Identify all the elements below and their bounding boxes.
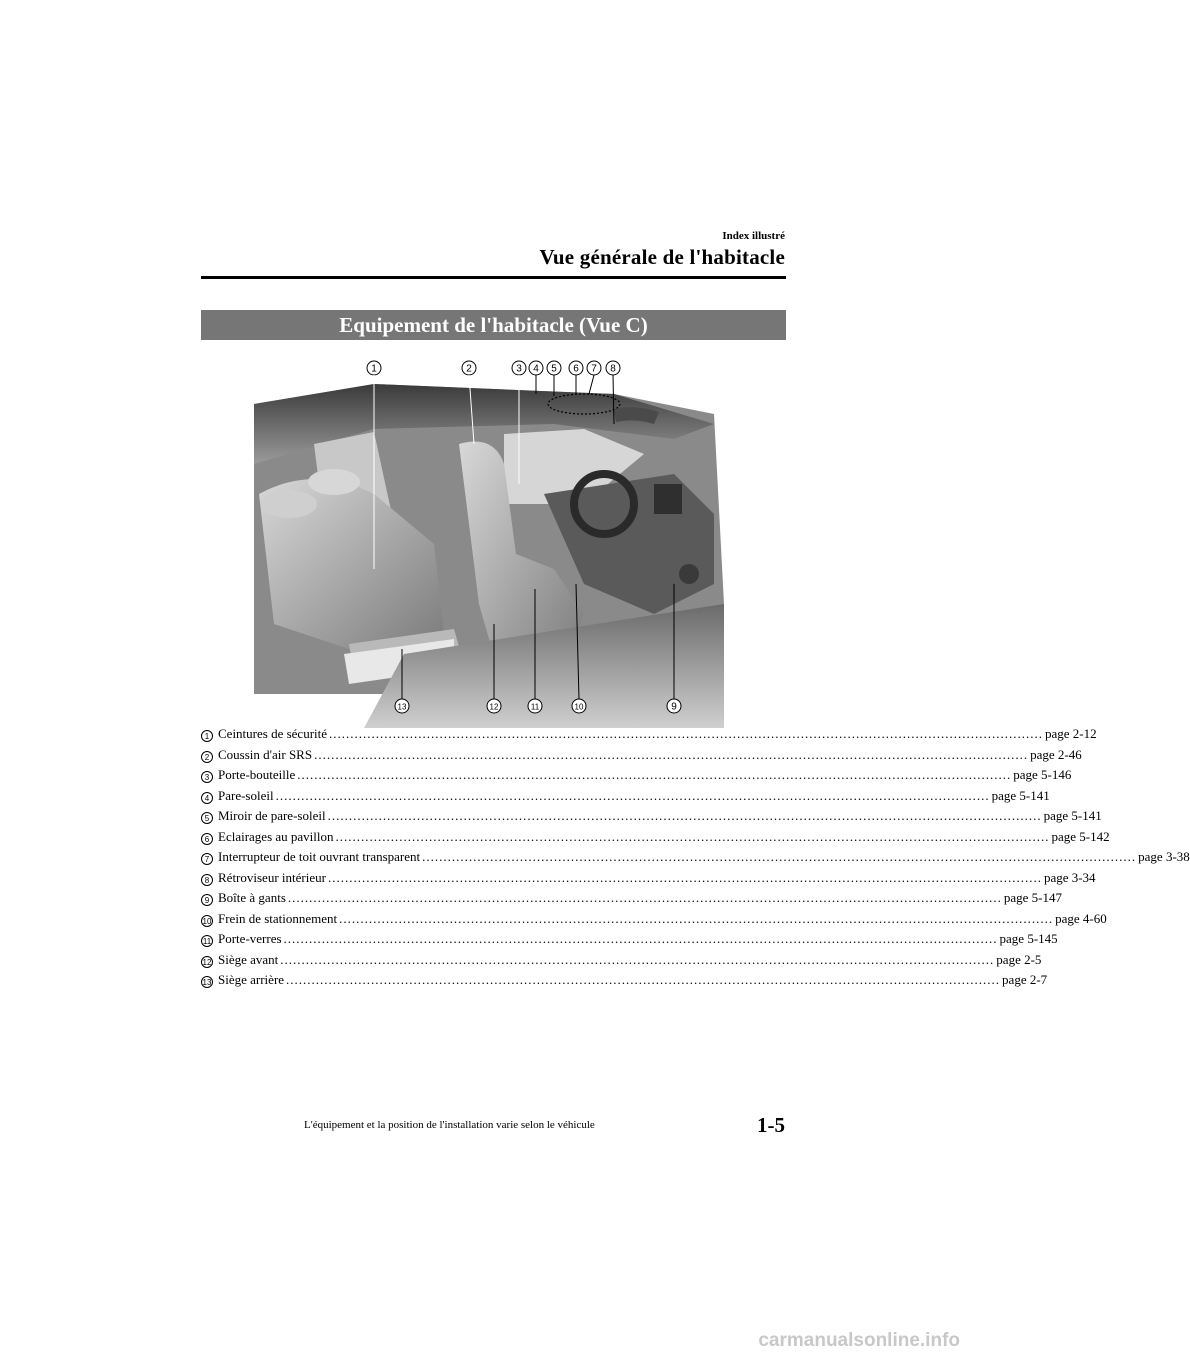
list-item: 13 Siège arrière ........................................................................................................................................................................ page 2-7 <box>201 970 786 991</box>
list-item: 1 Ceintures de sécurité ........................................................................................................................................................................ page 2-12 <box>201 724 786 745</box>
svg-text:2: 2 <box>466 363 472 375</box>
item-number: 3 <box>201 771 213 783</box>
svg-text:7: 7 <box>591 363 597 375</box>
item-label: Frein de stationnement <box>218 910 338 926</box>
page-number: 1-5 <box>757 1113 785 1137</box>
svg-text:11: 11 <box>530 702 540 712</box>
list-item: 2 Coussin d'air SRS ........................................................................................................................................................................ page 2-46 <box>201 745 786 766</box>
item-label: Boîte à gants <box>218 890 286 905</box>
item-label: Siège arrière <box>218 972 285 987</box>
item-number: 13 <box>202 978 212 987</box>
svg-text:13: 13 <box>397 702 407 712</box>
svg-text:1: 1 <box>371 363 377 375</box>
svg-text:10: 10 <box>574 702 584 712</box>
footer-note: L'équipement et la position de l'installation varie selon le véhicule <box>304 1119 595 1131</box>
list-item: 4 Pare-soleil ........................................................................................................................................................................ page 5-141 <box>201 786 786 807</box>
item-number: 5 <box>201 812 213 824</box>
item-page: page 5-141 <box>1043 808 1102 823</box>
item-list <box>201 724 1190 991</box>
item-page: page 2-5 <box>996 951 1042 967</box>
item-label: Pare-soleil <box>218 787 274 803</box>
item-page: page 4-60 <box>1055 910 1107 926</box>
svg-text:6: 6 <box>573 363 579 375</box>
svg-text:3: 3 <box>516 363 522 375</box>
item-label: Porte-verres <box>218 931 282 946</box>
item-page: page 2-7 <box>1002 972 1048 987</box>
svg-text:5: 5 <box>551 363 557 375</box>
item-page: page 5-147 <box>1003 890 1063 905</box>
item-page: page 2-12 <box>1045 726 1097 741</box>
svg-text:12: 12 <box>489 702 499 712</box>
item-page: page 5-146 <box>1013 767 1072 782</box>
item-label: Interrupteur de toit ouvrant transparent <box>218 849 421 864</box>
item-label: Miroir de pare-soleil <box>218 808 326 823</box>
svg-text:9: 9 <box>671 701 677 713</box>
page-title: Vue générale de l'habitacle <box>539 245 785 269</box>
item-page: page 5-141 <box>991 787 1050 803</box>
item-label: Eclairages au pavillon <box>218 828 334 844</box>
item-page: page 3-38 <box>1138 849 1190 864</box>
item-page: page 5-142 <box>1051 828 1110 844</box>
interior-illustration <box>254 354 724 728</box>
list-item: 9 Boîte à gants ........................................................................................................................................................................ page 5-147 <box>201 888 786 909</box>
item-label: Coussin d'air SRS <box>218 746 313 762</box>
list-item: 5 Miroir de pare-soleil ........................................................................................................................................................................ page 5-141 <box>201 806 786 827</box>
item-number: 9 <box>201 894 213 906</box>
svg-text:4: 4 <box>533 363 539 375</box>
list-item: 11 Porte-verres ........................................................................................................................................................................ page 5-145 <box>201 929 786 950</box>
list-item: 10 Frein de stationnement ........................................................................................................................................................................ page 4-60 <box>201 909 786 930</box>
list-item: 7 Interrupteur de toit ouvrant transparent ........................................................................................................................................................................ page 3-38 <box>201 847 786 868</box>
item-page: page 5-145 <box>999 931 1058 946</box>
list-item: 8 Rétroviseur intérieur ........................................................................................................................................................................ page 3-34 <box>201 868 786 889</box>
item-number: 7 <box>201 853 213 865</box>
svg-text:8: 8 <box>610 363 616 375</box>
item-label: Rétroviseur intérieur <box>218 869 326 885</box>
header-divider <box>201 276 786 279</box>
item-number: 11 <box>202 937 212 946</box>
item-number: 10 <box>202 916 212 926</box>
item-number: 1 <box>201 730 213 742</box>
item-label: Siège avant <box>218 951 279 967</box>
item-number: 4 <box>201 792 213 804</box>
item-number: 2 <box>201 751 213 763</box>
item-label: Porte-bouteille <box>218 767 296 782</box>
section-label: Index illustré <box>722 230 785 242</box>
watermark: carmanualsonline.info <box>758 1330 960 1351</box>
item-number: 6 <box>201 833 213 845</box>
item-label: Ceintures de sécurité <box>218 726 328 741</box>
section-banner: Equipement de l'habitacle (Vue C) <box>201 310 786 340</box>
list-item: 6 Eclairages au pavillon ........................................................................................................................................................................ page 5-142 <box>201 827 786 848</box>
list-item: 12 Siège avant ........................................................................................................................................................................ page 2-5 <box>201 950 786 971</box>
item-number: 12 <box>202 957 212 967</box>
item-page: page 2-46 <box>1030 746 1082 762</box>
item-page: page 3-34 <box>1043 869 1096 885</box>
list-item: 3 Porte-bouteille ........................................................................................................................................................................ page 5-146 <box>201 765 786 786</box>
item-number: 8 <box>201 874 213 886</box>
